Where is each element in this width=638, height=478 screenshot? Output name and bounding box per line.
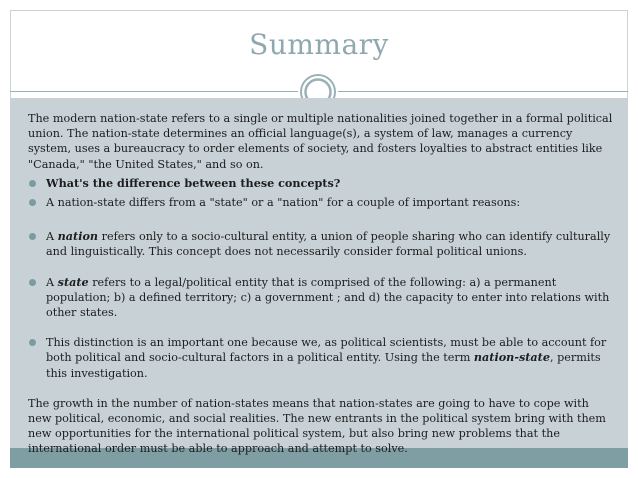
bullet-icon: [29, 339, 36, 346]
distinction-lead: This distinction is an important one because we, as political scientists, must be able to account for both political and socio-cultural factors in a political entity. Using the term: [46, 336, 607, 365]
nation-state-term: nation-state: [473, 350, 550, 365]
bullet-icon: [29, 279, 36, 286]
ornament-line-left: [10, 91, 298, 92]
bullet-state: [28, 275, 614, 321]
slide-body: [28, 111, 614, 457]
differs-text: A nation-state differs from a "state" or a "nation" for a couple of important reasons:: [46, 196, 521, 210]
bullet-differs: [28, 195, 614, 210]
state-lead: A: [46, 275, 58, 289]
slide-title: Summary: [249, 28, 389, 61]
bullet-question: [28, 176, 614, 191]
bullet-distinction: [28, 335, 614, 381]
bullet-nation: [28, 229, 614, 259]
ornament-line-right: [338, 91, 628, 92]
bullet-icon: [29, 199, 36, 206]
question-text: What's the difference between these concepts?: [46, 175, 341, 190]
bullet-icon: [29, 180, 36, 187]
nation-text: refers only to a socio-cultural entity, a union of people sharing who can identify culturally and linguistically. This concept does not necessarily consider formal political unions.: [46, 230, 611, 259]
bullet-icon: [29, 233, 36, 240]
intro-paragraph: The modern nation-state refers to a single or multiple nationalities joined together in a formal political union. The nation-state determines an official language(s), a system of law, manages a currency system, uses a bureaucracy to order elements of society, and fosters loyalties to abstract entities like "Canada," "the United States," and so on.: [28, 112, 613, 171]
state-term: state: [57, 274, 89, 289]
state-text: refers to a legal/political entity that is comprised of the following: a) a permanent population; b) a defined territory; c) a government ; and d) the capacity to enter into relations with other states.: [46, 275, 610, 320]
closing-paragraph: The growth in the number of nation-states means that nation-states are going to have to cope with new political, economic, and social realities. The new entrants in the political system bring with them new opportunities for the international political system, but also bring new problems that the international order must be able to approach and attempt to solve.: [28, 396, 606, 456]
nation-term: nation: [57, 229, 99, 244]
distinction-text: , permits this investigation.: [46, 351, 601, 380]
nation-lead: A: [46, 230, 58, 244]
